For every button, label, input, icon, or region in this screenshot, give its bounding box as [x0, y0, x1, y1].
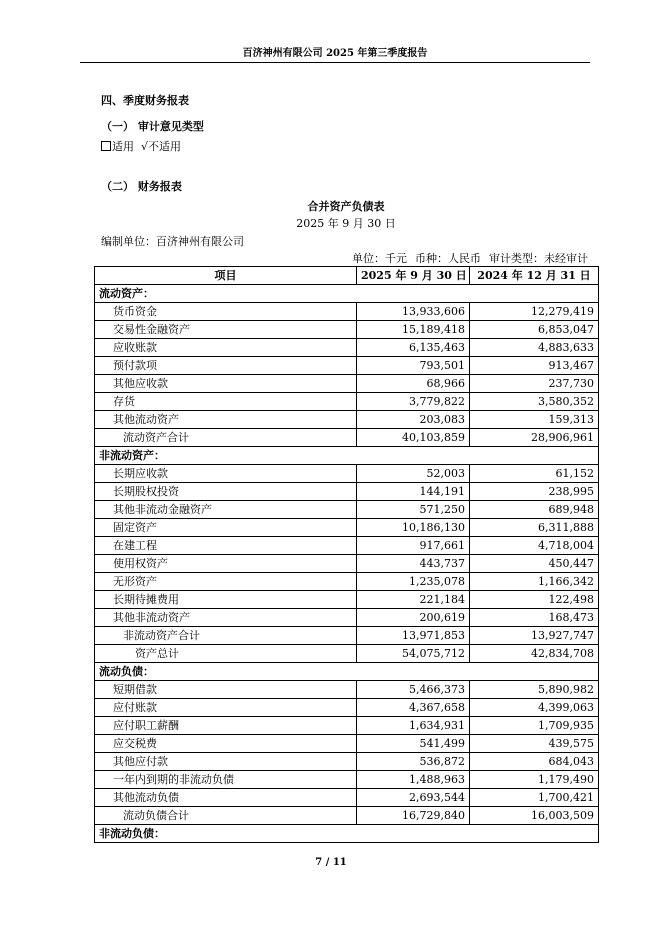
audit-options — [101, 138, 181, 154]
value-2025: 13,971,853 — [357, 627, 470, 645]
table-row — [95, 537, 599, 555]
value-2024: 913,467 — [470, 357, 599, 375]
row-label: 交易性金融资产 — [95, 321, 357, 339]
value-2025: 68,966 — [357, 375, 470, 393]
row-label: 非流动资产合计 — [95, 627, 357, 645]
option-applicable: 适用 — [112, 140, 134, 153]
table-row — [95, 465, 599, 483]
table-row — [95, 375, 599, 393]
value-2025: 4,367,658 — [357, 699, 470, 717]
value-2025: 54,075,712 — [357, 645, 470, 663]
row-label: 非流动资产： — [95, 447, 599, 465]
option-not-applicable: √不适用 — [141, 140, 182, 153]
value-2024: 5,890,982 — [470, 681, 599, 699]
table-row — [95, 501, 599, 519]
table-row — [95, 645, 599, 663]
row-label: 其他流动负债 — [95, 789, 357, 807]
table-row — [95, 753, 599, 771]
row-label: 其他流动资产 — [95, 411, 357, 429]
table-row — [95, 519, 599, 537]
table-row — [95, 447, 599, 465]
table-title: 合并资产负债表 — [307, 200, 385, 213]
value-2024: 6,853,047 — [470, 321, 599, 339]
table-row — [95, 717, 599, 735]
value-2024: 1,709,935 — [470, 717, 599, 735]
table-row — [95, 285, 599, 303]
table-row — [95, 825, 599, 843]
value-2024: 684,043 — [470, 753, 599, 771]
value-2024: 1,700,421 — [470, 789, 599, 807]
row-label: 无形资产 — [95, 573, 357, 591]
value-2025: 144,191 — [357, 483, 470, 501]
table-row — [95, 555, 599, 573]
subsection-statements-title: （二） 财务报表 — [101, 180, 182, 193]
row-label: 其他应付款 — [95, 753, 357, 771]
value-2025: 6,135,463 — [357, 339, 470, 357]
page-header: 百济神州有限公司 2025 年第三季度报告 — [80, 44, 590, 63]
row-label: 货币资金 — [95, 303, 357, 321]
value-2024: 159,313 — [470, 411, 599, 429]
row-label: 其他应收款 — [95, 375, 357, 393]
value-2024: 168,473 — [470, 609, 599, 627]
col-2025: 2025 年 9 月 30 日 — [357, 267, 470, 285]
table-row — [95, 807, 599, 825]
value-2025: 15,189,418 — [357, 321, 470, 339]
table-row — [95, 609, 599, 627]
table-row — [95, 789, 599, 807]
unit-line — [344, 250, 588, 266]
row-label: 在建工程 — [95, 537, 357, 555]
value-2025: 2,693,544 — [357, 789, 470, 807]
table-row — [95, 735, 599, 753]
row-label: 流动资产合计 — [95, 429, 357, 447]
table-row — [95, 699, 599, 717]
row-label: 长期股权投资 — [95, 483, 357, 501]
value-2025: 40,103,859 — [357, 429, 470, 447]
value-2025: 536,872 — [357, 753, 470, 771]
value-2024: 238,995 — [470, 483, 599, 501]
value-2024: 1,179,490 — [470, 771, 599, 789]
row-label: 资产总计 — [95, 645, 357, 663]
value-2024: 439,575 — [470, 735, 599, 753]
value-2025: 1,634,931 — [357, 717, 470, 735]
value-2024: 12,279,419 — [470, 303, 599, 321]
value-2024: 61,152 — [470, 465, 599, 483]
row-label: 非流动负债： — [95, 825, 599, 843]
table-row — [95, 339, 599, 357]
value-2025: 571,250 — [357, 501, 470, 519]
row-label: 长期应收款 — [95, 465, 357, 483]
row-label: 应交税费 — [95, 735, 357, 753]
checkbox-icon — [101, 141, 111, 151]
table-row — [95, 627, 599, 645]
table-row — [95, 393, 599, 411]
audit-type-text: 审计类型：未经审计 — [489, 252, 588, 265]
row-label: 应付账款 — [95, 699, 357, 717]
row-label: 其他非流动资产 — [95, 609, 357, 627]
row-label: 短期借款 — [95, 681, 357, 699]
value-2024: 28,906,961 — [470, 429, 599, 447]
value-2025: 5,466,373 — [357, 681, 470, 699]
value-2024: 16,003,509 — [470, 807, 599, 825]
table-row — [95, 483, 599, 501]
value-2024: 450,447 — [470, 555, 599, 573]
table-row — [95, 573, 599, 591]
value-2025: 13,933,606 — [357, 303, 470, 321]
value-2025: 541,499 — [357, 735, 470, 753]
row-label: 固定资产 — [95, 519, 357, 537]
col-2024: 2024 年 12 月 31 日 — [470, 267, 599, 285]
table-row — [95, 303, 599, 321]
table-row — [95, 663, 599, 681]
value-2024: 6,311,888 — [470, 519, 599, 537]
value-2025: 16,729,840 — [357, 807, 470, 825]
row-label: 使用权资产 — [95, 555, 357, 573]
balance-sheet-table — [94, 266, 599, 843]
value-2025: 200,619 — [357, 609, 470, 627]
value-2024: 42,834,708 — [470, 645, 599, 663]
table-date: 2025 年 9 月 30 日 — [296, 217, 396, 230]
value-2025: 917,661 — [357, 537, 470, 555]
table-row — [95, 771, 599, 789]
value-2025: 10,186,130 — [357, 519, 470, 537]
compiler: 编制单位：百济神州有限公司 — [101, 235, 244, 248]
row-label: 其他非流动金融资产 — [95, 501, 357, 519]
value-2024: 237,730 — [470, 375, 599, 393]
row-label: 流动负债合计 — [95, 807, 357, 825]
table-row — [95, 681, 599, 699]
table-row — [95, 357, 599, 375]
value-2025: 52,003 — [357, 465, 470, 483]
unit-text: 单位：千元 — [352, 252, 407, 265]
table-header-row — [95, 267, 599, 285]
value-2024: 4,883,633 — [470, 339, 599, 357]
row-label: 长期待摊费用 — [95, 591, 357, 609]
value-2024: 4,718,004 — [470, 537, 599, 555]
table-row — [95, 591, 599, 609]
currency-text: 币种：人民币 — [415, 252, 481, 265]
value-2025: 1,488,963 — [357, 771, 470, 789]
value-2024: 122,498 — [470, 591, 599, 609]
value-2024: 3,580,352 — [470, 393, 599, 411]
row-label: 预付款项 — [95, 357, 357, 375]
value-2025: 203,083 — [357, 411, 470, 429]
value-2024: 689,948 — [470, 501, 599, 519]
page-number: 7 / 11 — [315, 857, 347, 868]
row-label: 一年内到期的非流动负债 — [95, 771, 357, 789]
row-label: 应收账款 — [95, 339, 357, 357]
col-item: 项目 — [95, 267, 357, 285]
value-2025: 793,501 — [357, 357, 470, 375]
value-2025: 221,184 — [357, 591, 470, 609]
value-2025: 1,235,078 — [357, 573, 470, 591]
row-label: 存货 — [95, 393, 357, 411]
value-2024: 4,399,063 — [470, 699, 599, 717]
value-2024: 13,927,747 — [470, 627, 599, 645]
table-row — [95, 321, 599, 339]
row-label: 应付职工薪酬 — [95, 717, 357, 735]
table-row — [95, 429, 599, 447]
row-label: 流动负债： — [95, 663, 599, 681]
row-label: 流动资产： — [95, 285, 599, 303]
section-title: 四、季度财务报表 — [101, 94, 189, 107]
value-2025: 3,779,822 — [357, 393, 470, 411]
value-2025: 443,737 — [357, 555, 470, 573]
table-row — [95, 411, 599, 429]
subsection-audit-title: （一） 审计意见类型 — [101, 120, 204, 133]
value-2024: 1,166,342 — [470, 573, 599, 591]
